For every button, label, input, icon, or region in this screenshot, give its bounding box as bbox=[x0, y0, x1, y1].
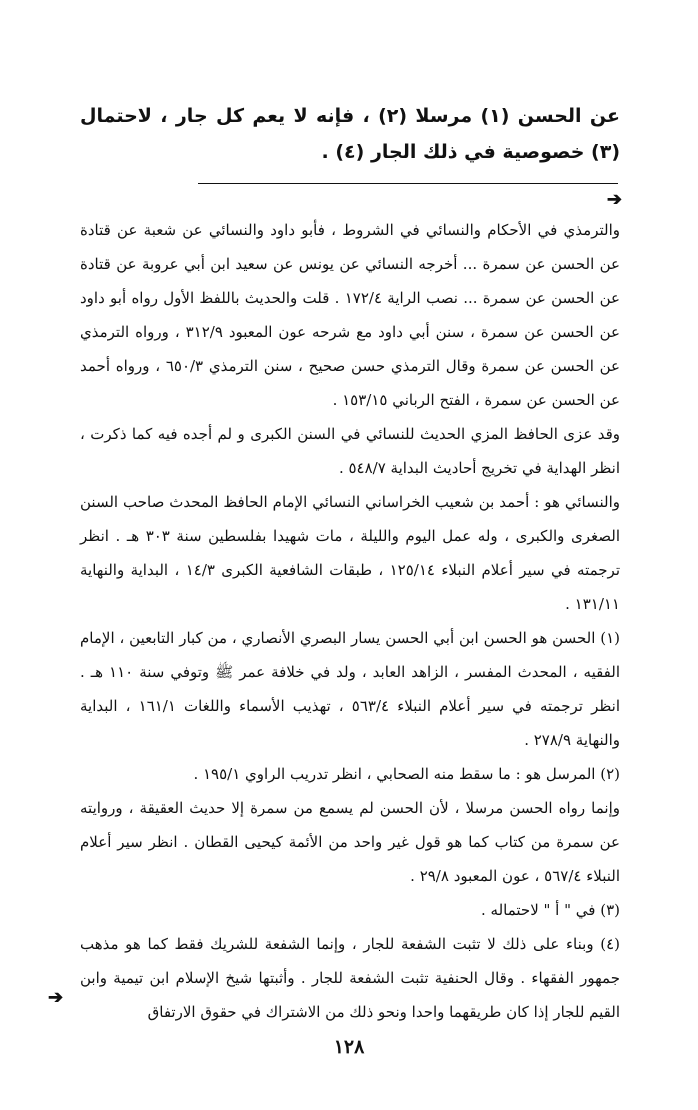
next-page-arrow-icon: ➔ bbox=[48, 987, 64, 1008]
footnote-paragraph: وقد عزى الحافظ المزي الحديث للنسائي في السنن الكبرى و لم أجده فيه كما ذكرت ، انظر الهداية في تخريج أحاديث البداية ٥٤٨/٧ . bbox=[80, 425, 620, 477]
page-number: ١٢٨ bbox=[333, 1036, 365, 1058]
footnote-paragraph: (٣) في " أ " لاحتماله . bbox=[481, 901, 620, 919]
footnote-paragraph: (٢) المرسل هو : ما سقط منه الصحابي ، انظر تدريب الراوي ١٩٥/١ . bbox=[193, 765, 620, 783]
footnotes bbox=[80, 213, 620, 1029]
footnote-paragraph: والترمذي في الأحكام والنسائي في الشروط ، فأبو داود والنسائي عن شعبة عن قتادة عن الحسن عن سمرة ... أخرجه النسائي عن يونس عن سعيد ابن أبي عروبة عن قتادة عن الحسن عن سمرة ... نصب الراية ١٧٢/٤ . قلت والحديث باللفظ الأول رواه أبو داود عن الحسن عن سمرة ، سنن أبي داود مع شرحه عون المعبود ٣١٢/٩ ، ورواه الترمذي عن الحسن عن سمرة وقال الترمذي حسن صحيح ، سنن الترمذي ٦٥٠/٣ ، ورواه أحمد عن الحسن عن سمرة ، الفتح الرباني ١٥٣/١٥ . bbox=[80, 221, 621, 409]
footnote-paragraph: وإنما رواه الحسن مرسلا ، لأن الحسن لم يسمع من سمرة إلا حديث العقيقة ، وروايته عن سمرة من كتاب كما هو قول غير واحد من الأئمة كيحيى القطان . انظر سير أعلام النبلاء ٥٦٧/٤ ، عون المعبود ٢٩/٨ . bbox=[80, 799, 620, 885]
footnote-paragraph: (١) الحسن هو الحسن ابن أبي الحسن يسار البصري الأنصاري ، من كبار التابعين ، الإمام الفقيه ، المحدث المفسر ، الزاهد العابد ، ولد في خلافة عمر ﷺ وتوفي سنة ١١٠ هـ . انظر ترجمته في سير أعلام النبلاء ٥٦٣/٤ ، تهذيب الأسماء واللغات ١٦١/١ ، البداية والنهاية ٢٧٨/٩ . bbox=[80, 629, 621, 749]
footnote-paragraph: والنسائي هو : أحمد بن شعيب الخراساني النسائي الإمام الحافظ المحدث صاحب السنن الصغرى والكبرى ، وله عمل اليوم والليلة ، مات شهيدا بفلسطين سنة ٣٠٣ هـ . انظر ترجمته في سير أعلام النبلاء ١٢٥/١٤ ، طبقات الشافعية الكبرى ١٤/٣ ، البداية والنهاية ١٣١/١١ . bbox=[80, 493, 620, 613]
footnote-separator bbox=[198, 183, 618, 184]
main-text: عن الحسن (١) مرسلا (٢) ، فإنه لا يعم كل جار ، لاحتمال (٣) خصوصية في ذلك الجار (٤) . bbox=[80, 105, 620, 163]
continuation-arrow-icon: ➔ bbox=[606, 189, 622, 210]
footnote-paragraph: (٤) وبناء على ذلك لا تثبت الشفعة للجار ، وإنما الشفعة للشريك فقط كما هو مذهب جمهور الفقهاء . وقال الحنفية تثبت الشفعة للجار . وأثبتها شيخ الإسلام ابن تيمية وابن القيم للجار إذا كان طريقهما واحدا ونحو ذلك من الاشتراك في حقوق الارتفاق bbox=[80, 935, 620, 1021]
